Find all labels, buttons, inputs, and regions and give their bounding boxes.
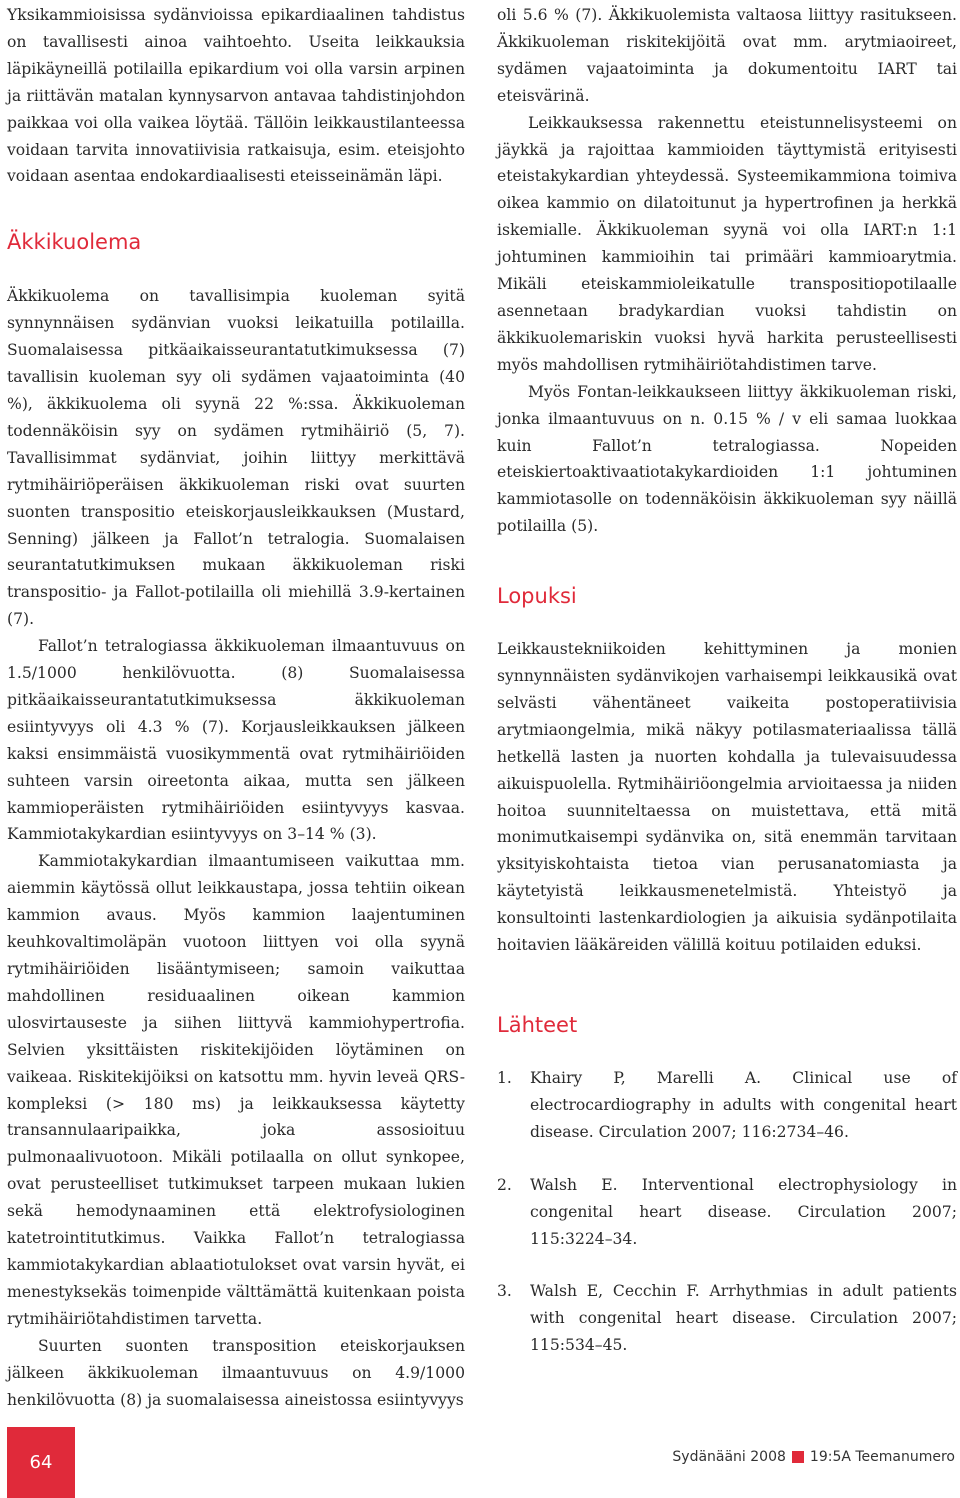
section-heading-akkikuolema: Äkkikuolema <box>7 230 142 255</box>
section-heading-lopuksi: Lopuksi <box>497 584 577 609</box>
body-paragraph: Kammiotakykardian ilmaantumiseen vaikuttaa mm. aiemmin käytössä ollut leikkaustapa, jossa tehtiin oikean kammion avaus. Myös kammion laajentuminen keuhkovaltimoläpän vuotoon liittyen voi olla syynä rytmihäiriöiden lisääntymiseen; samoin vaikuttaa mahdollinen residuaalinen oikean kammion ulosvirtauseste ja siihen liittyvä kammiohypertrofia. Selvien yksittäisten riskitekijöiden löytäminen on vaikeaa. Riskitekijöiksi on katsottu mm. hyvin leveä QRS-kompleksi (> 180 ms) ja leikkauksessa käytetty transannulaaripaikka, joka assosioituu pulmonaalivuotoon. Mikäli potilaalla on ollut synkopee, ovat perusteelliset tutkimukset tarpeen mukaan lukien sekä hemodynaaminen että elektrofysiologinen katetrointitutkimus. Vaikka Fallot’n tetralogiassa kammiotakykardian ablaatiotulokset ovat varsin hyvät, ei menestyksekäs toimenpide välttämättä kuitenkaan poista rytmihäiriötahdistimen tarvetta. <box>7 852 465 1328</box>
body-paragraph: oli 5.6 % (7). Äkkikuolemista valtaosa liittyy rasitukseen. Äkkikuoleman riskitekijöitä ovat mm. arytmiaoireet, sydämen vajaatoiminta ja dokumentoitu IART tai eteisvärinä. <box>497 6 957 105</box>
reference-item <box>497 1172 957 1253</box>
journal-name: Sydänääni 2008 <box>672 1449 786 1465</box>
reference-text: Walsh E. Interventional electrophysiology in congenital heart disease. Circulation 2007; 115:3224–34. <box>530 1175 957 1248</box>
red-square-icon <box>792 1451 804 1463</box>
page-number: 64 <box>29 1452 53 1473</box>
reference-number: 3. <box>497 1282 512 1301</box>
body-paragraph: Fallot’n tetralogiassa äkkikuoleman ilmaantuvuus on 1.5/1000 henkilövuotta. (8) Suomalaisessa pitkäaikaisseurantatutkimuksessa äkkikuoleman esiintyvyys oli 4.3 % (7). Korjausleikkauksen jälkeen kaksi ensimmäistä vuosikymmentä ovat rytmihäiriöiden suhteen varsin oireetonta aikaa, mutta sen jälkeen kammioperäisten rytmihäiriöiden esiintyvyys kasvaa. Kammiotakykardian esiintyvyys on 3–14 % (3). <box>7 637 465 844</box>
body-paragraph: Leikkauksessa rakennettu eteistunnelisysteemi on jäykkä ja rajoittaa kammioiden täyttymistä erityisesti eteistakykardian yhteydessä. Systeemikammiona toimiva oikea kammio on dilatoitunut ja hypertrofinen ja herkkä iskemialle. Äkkikuoleman syynä voi olla IART:n 1:1 johtuminen kammioihin tai primääri kammioarytmia. Mikäli eteiskammioleikatulle transpositiopotilaalle asennetaan bradykardian vuoksi tahdistin on äkkikuolemariskin vuoksi hyvä harkita perusteellisesti myös mahdollisen rytmihäiriötahdistimen tarve. <box>497 113 957 374</box>
reference-number: 1. <box>497 1069 512 1087</box>
reference-number: 2. <box>497 1175 512 1194</box>
intro-paragraph: Yksikammioisissa sydänvioissa epikardiaalinen tahdistus on tavallisesti ainoa vaihtoehto. Useita leikkauksia läpikäyneillä potilailla epikardium voi olla varsin arpinen ja riittävän matalan kynnysarvon antavaa tahdistinjohdon paikkaa voi olla vaikea löytää. Tällöin leikkaustilanteessa voidaan tarvita innovatiivisia ratkaisuja, esim. eteisjohto voidaan asentaa endokardiaalisesti eteisseinämän läpi. <box>7 6 465 186</box>
reference-item <box>497 1278 957 1359</box>
body-paragraph: Leikkaustekniikoiden kehittyminen ja monien synnynnäisten sydänvikojen varhaisempi leikkausikä ovat selvästi vähentäneet vaikeita postoperatiivisia arytmiaongelmia, mikä näkyy potilasmateriaalissa tällä hetkellä lasten ja nuorten kohdalla ja tulevaisuudessa aikuispuolella. Rytmihäiriöongelmia arvioitaessa ja niiden hoitoa suunniteltaessa on muistettava, että mitä monimutkaisempi sydänvika on, sitä enemmän tarvitaan yksityiskohtaista tietoa vian perusanatomiasta ja käytetyistä leikkausmenetelmistä. Yhteistyö ja konsultointi lastenkardiologien ja aikuisia sydänpotilaita hoitavien lääkäreiden välillä koituu potilaiden eduksi. <box>497 640 957 955</box>
body-paragraph: Suurten suonten transposition eteiskorjauksen jälkeen äkkikuoleman ilmaantuvuus on 4.9/1000 henkilövuotta (8) ja suomalaisessa aineistossa esiintyvyys <box>7 1336 465 1409</box>
reference-list <box>497 1065 957 1359</box>
body-paragraph: Myös Fontan-leikkaukseen liittyy äkkikuoleman riski, jonka ilmaantuvuus on n. 0.15 % / v eli samaa luokkaa kuin Fallot’n tetralogiassa. Nopeiden eteiskiertoaktivaatiotakykardioiden 1:1 johtuminen kammiotasolle on todennäköisin äkkikuoleman syy näillä potilailla (5). <box>497 382 957 536</box>
body-paragraph: Äkkikuolema on tavallisimpia kuoleman syitä synnynnäisen sydänvian vuoksi leikatuilla potilailla. Suomalaisessa pitkäaikaisseurantatutkimuksessa (7) tavallisin kuoleman syy oli sydämen vajaatoiminta (40 %), äkkikuolema oli syynä 22 %:ssa. Äkkikuoleman todennäköisin syy on sydämen rytmihäiriö (5, 7). Tavallisimmat sydänviat, joihin liittyy merkittävä rytmihäiriöperäisen äkkikuoleman riski ovat suurten suonten transpositio eteiskorjausleikkauksen (Mustard, Senning) jälkeen ja Fallot’n tetralogia. Suomalaisen seurantatutkimuksen mukaan äkkikuoleman riski transpositio- ja Fallot-potilailla oli miehillä 3.9-kertainen (7). <box>7 287 465 629</box>
reference-item <box>497 1065 957 1146</box>
page-number-box <box>7 1427 75 1498</box>
footer-journal-info <box>672 1449 955 1465</box>
right-column <box>497 2 957 1385</box>
reference-text: Walsh E, Cecchin F. Arrhythmias in adult patients with congenital heart disease. Circulation 2007; 115:534–45. <box>530 1282 957 1355</box>
left-column <box>7 2 465 1413</box>
section-heading-lahteet: Lähteet <box>497 1013 578 1037</box>
reference-text: Khairy P, Marelli A. Clinical use of electrocardiography in adults with congenital heart disease. Circulation 2007; 116:2734–46. <box>530 1069 957 1141</box>
issue-name: 19:5A Teemanumero <box>809 1449 955 1465</box>
